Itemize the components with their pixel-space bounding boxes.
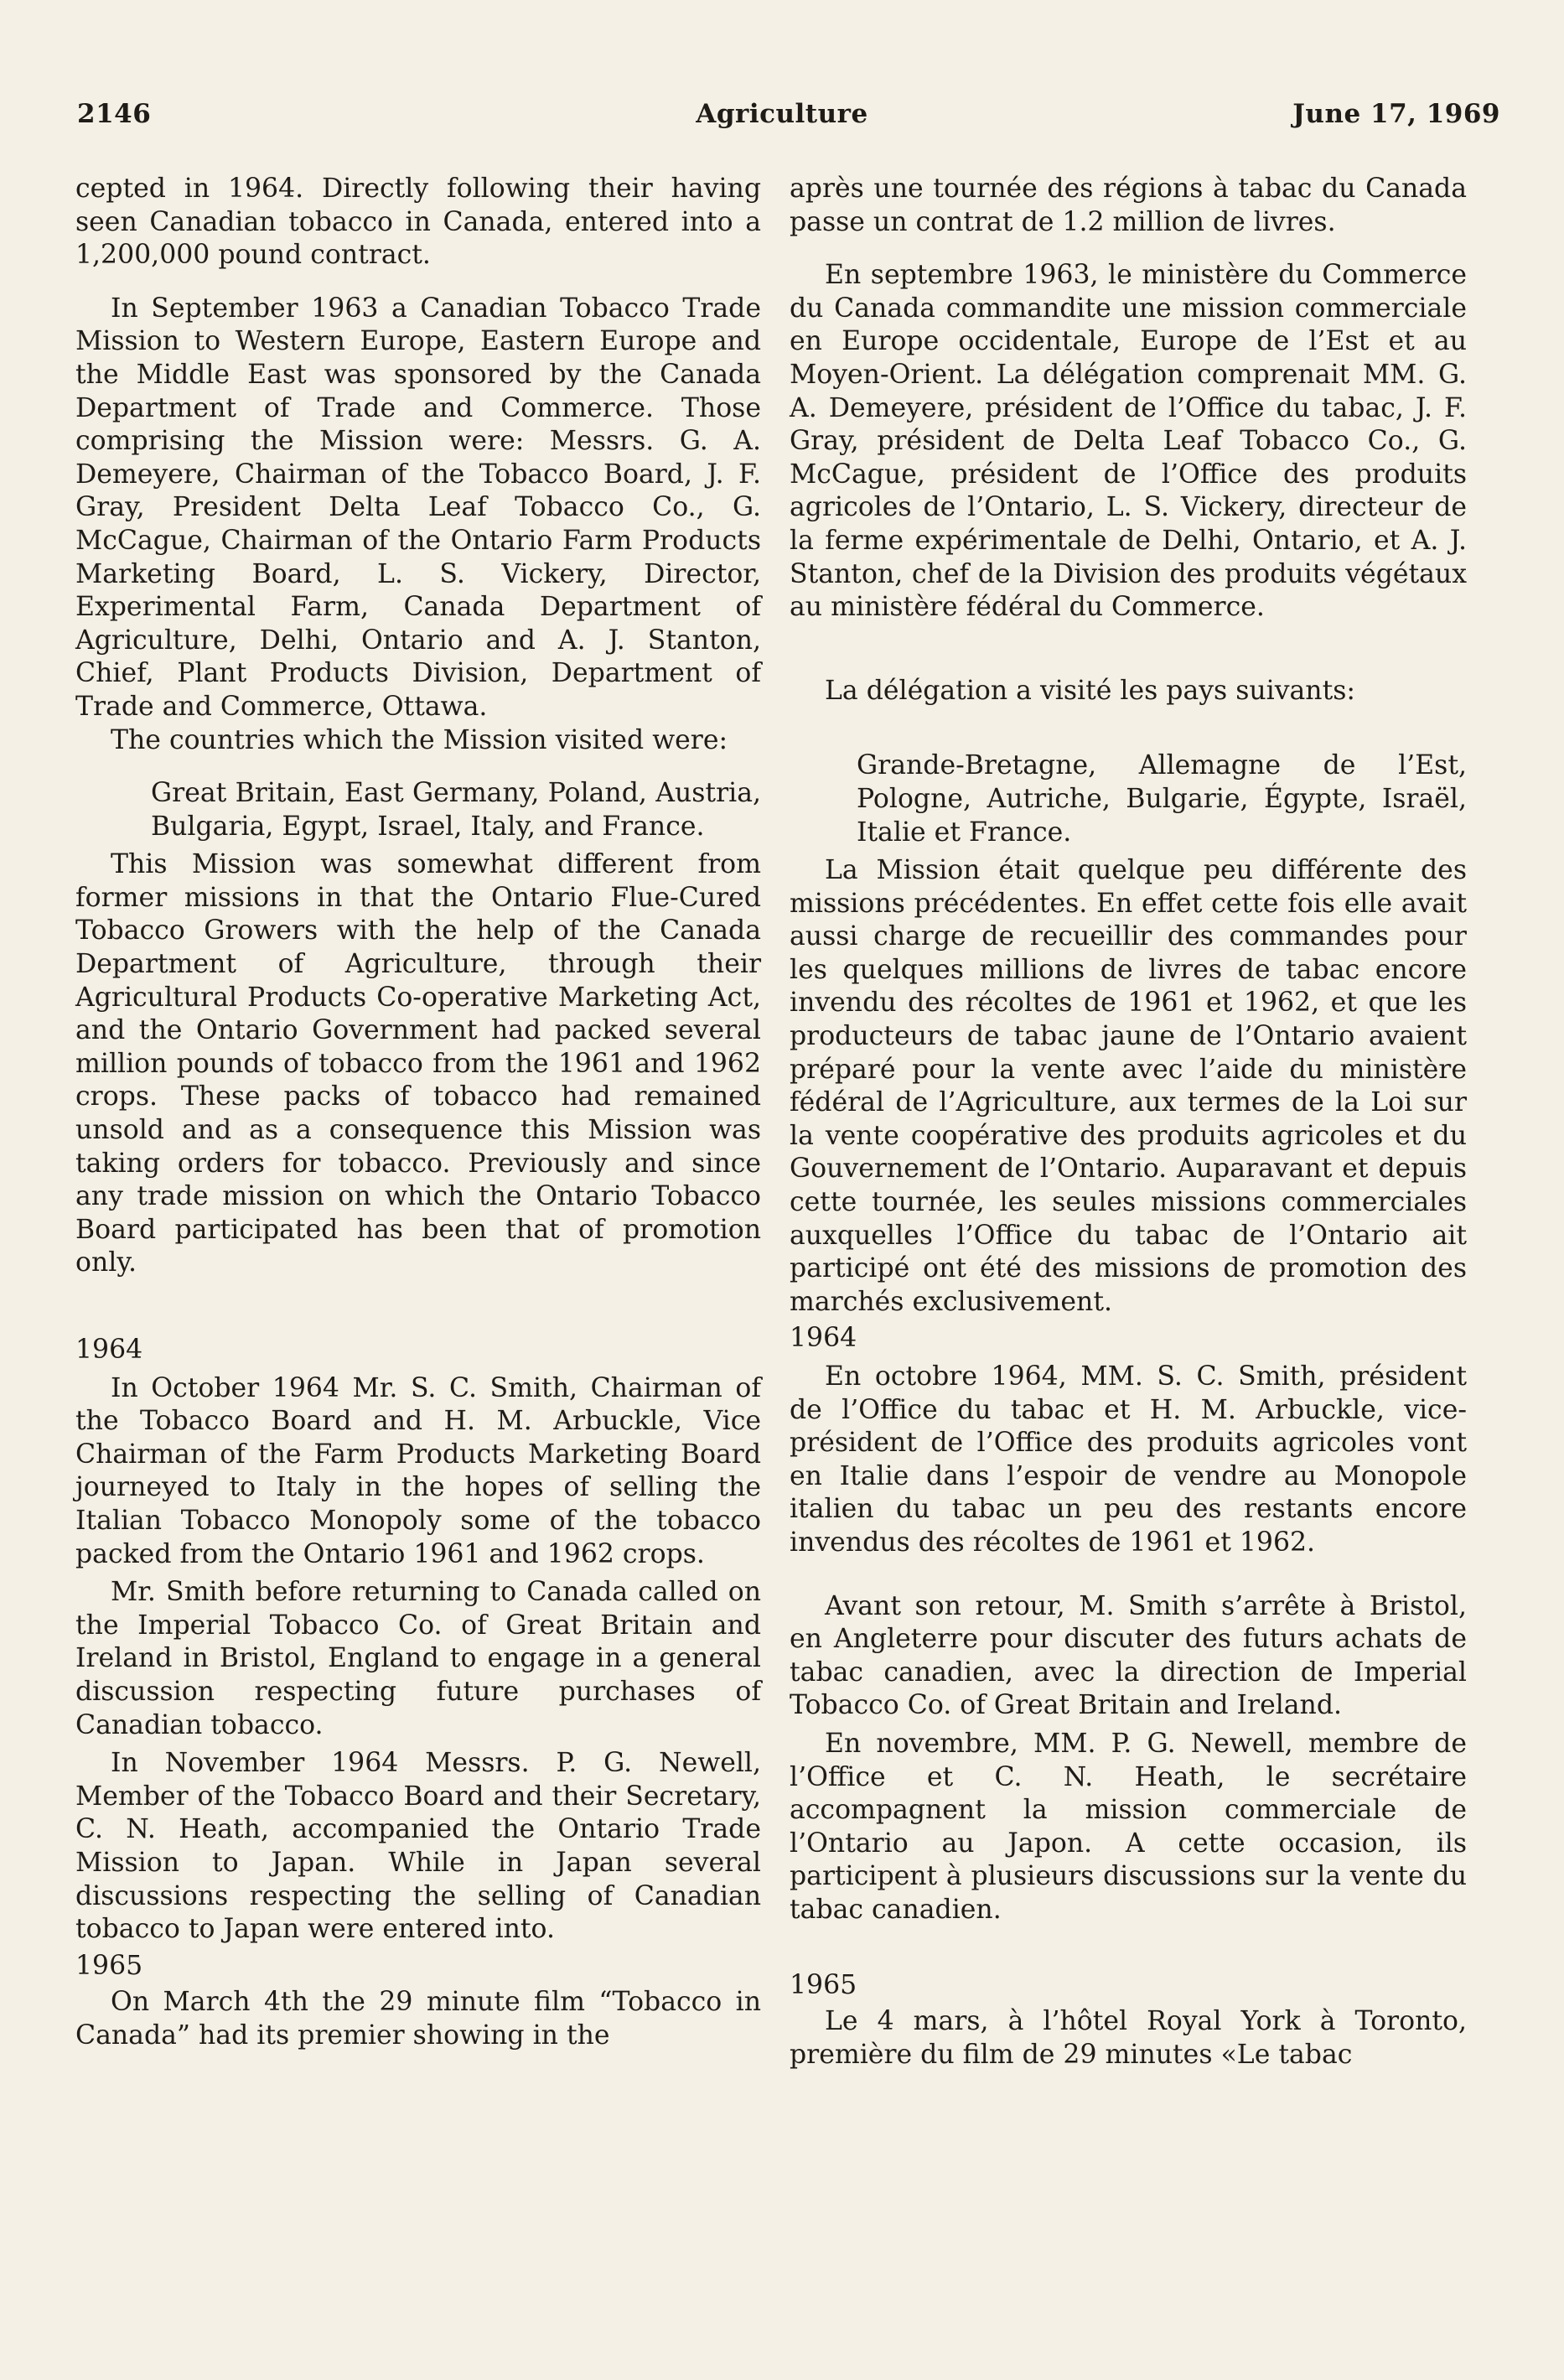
en-year-heading-1965: 1965 <box>75 1950 143 1981</box>
en-paragraph-6: Mr. Smith before returning to Canada called on the Imperial Tobacco Co. of Great Britain and Ireland in Bristol, England to engage in a general discussion respecting future purchases of Canadian tobacco. <box>75 1577 761 1740</box>
en-country-list: Great Britain, East Germany, Poland, Austria, Bulgaria, Egypt, Israel, Italy, and France. <box>151 778 761 842</box>
en-paragraph-1: cepted in 1964. Directly following their having seen Canadian tobacco in Canada, entered into a 1,200,000 pound contract. <box>75 174 761 271</box>
fr-paragraph-5: En octobre 1964, MM. S. C. Smith, président de l’Office du tabac et H. M. Arbuckle, vice-président de l’Office des produits agricoles vont en Italie dans l’espoir de vendre au Monopole italien du tabac un peu des restants encore invendus des récoltes de 1961 et 1962. <box>790 1361 1467 1558</box>
fr-paragraph-8: Le 4 mars, à l’hôtel Royal York à Toronto, première du film de 29 minutes «Le tabac <box>790 2006 1467 2070</box>
en-paragraph-5: In October 1964 Mr. S. C. Smith, Chairman of the Tobacco Board and H. M. Arbuckle, Vice Chairman of the Farm Products Marketing Board journeyed to Italy in the hopes of selling the Italian Tobacco Monopoly some of the tobacco packed from the Ontario 1961 and 1962 crops. <box>75 1372 761 1569</box>
en-paragraph-2: In September 1963 a Canadian Tobacco Trade Mission to Western Europe, Eastern Europe and the Middle East was sponsored by the Canada Department of Trade and Commerce. Those comprising the Mission were: Messrs. G. A. Demeyere, Chairman of the Tobacco Board, J. F. Gray, President Delta Leaf Tobacco Co., G. McCague, Chairman of the Ontario Farm Products Marketing Board, L. S. Vickery, Director, Experimental Farm, Canada Department of Agriculture, Delhi, Ontario and A. J. Stanton, Chief, Plant Products Division, Department of Trade and Commerce, Ottawa. <box>75 293 761 722</box>
page-date: June 17, 1969 <box>1292 99 1500 129</box>
en-paragraph-7: In November 1964 Messrs. P. G. Newell, Member of the Tobacco Board and their Secretary, C. N. Heath, accompanied the Ontario Trade Mission to Japan. While in Japan several discussions respecting the selling of Canadian tobacco to Japan were entered into. <box>75 1748 761 1945</box>
english-column <box>75 173 761 2052</box>
section-title: Agriculture <box>696 99 868 129</box>
fr-year-heading-1964: 1964 <box>790 1323 857 1354</box>
fr-year-heading-1965: 1965 <box>790 1969 857 2000</box>
en-year-heading-1964: 1964 <box>75 1335 143 1365</box>
en-paragraph-4: This Mission was somewhat different from former missions in that the Ontario Flue-Cured Tobacco Growers with the help of the Canada Department of Agriculture, through their Agricultural Products Co-operative Marketing Act, and the Ontario Government had packed several million pounds of tobacco from the 1961 and 1962 crops. These packs of tobacco had remained unsold and as a consequence this Mission was taking orders for tobacco. Previously and since any trade mission on which the Ontario Tobacco Board participated has been that of promotion only. <box>75 849 761 1278</box>
fr-paragraph-2: En septembre 1963, le ministère du Commerce du Canada commandite une mission commerciale en Europe occidentale, Europe de l’Est et au Moyen-Orient. La délégation comprenait MM. G. A. Demeyere, président de l’Office du tabac, J. F. Gray, président de Delta Leaf Tobacco Co., G. McCague, président de l’Office des produits agricoles de l’Ontario, L. S. Vickery, directeur de la ferme expérimentale de Delhi, Ontario, et A. J. Stanton, chef de la Division des produits végétaux au ministère fédéral du Commerce. <box>790 260 1467 623</box>
fr-paragraph-6: Avant son retour, M. Smith s’arrête à Bristol, en Angleterre pour discuter des futurs achats de tabac canadien, avec la direction de Imperial Tobacco Co. of Great Britain and Ireland. <box>790 1590 1467 1721</box>
fr-paragraph-1: après une tournée des régions à tabac du Canada passe un contrat de 1.2 million de livres. <box>790 174 1467 237</box>
fr-country-list: Grande-Bretagne, Allemagne de l’Est, Pologne, Autriche, Bulgarie, Égypte, Israël, Italie et France. <box>857 750 1467 848</box>
page-number: 2146 <box>77 99 152 129</box>
en-paragraph-3: The countries which the Mission visited were: <box>111 724 728 755</box>
fr-paragraph-3: La délégation a visité les pays suivants: <box>825 675 1356 706</box>
fr-paragraph-7: En novembre, MM. P. G. Newell, membre de l’Office et C. N. Heath, le secrétaire accompagnent la mission commerciale de l’Ontario au Japon. A cette occasion, ils participent à plusieurs discussions sur la vente du tabac canadien. <box>790 1728 1467 1925</box>
en-paragraph-8: On March 4th the 29 minute film “Tobacco in Canada” had its premier showing in the <box>75 1987 761 2051</box>
fr-paragraph-4: La Mission était quelque peu différente des missions précédentes. En effet cette fois elle avait aussi charge de recueillir des commandes pour les quelques millions de livres de tabac encore invendu des récoltes de 1961 et 1962, et que les producteurs de tabac jaune de l’Ontario avaient préparé pour la vente avec l’aide du ministère fédéral de l’Agriculture, aux termes de la Loi sur la vente coopérative des produits agricoles et du Gouvernement de l’Ontario. Auparavant et depuis cette tournée, les seules missions commerciales auxquelles l’Office du tabac de l’Ontario ait participé ont été des missions de promotion des marchés exclusivement. <box>790 855 1467 1317</box>
french-column <box>790 173 1467 2071</box>
